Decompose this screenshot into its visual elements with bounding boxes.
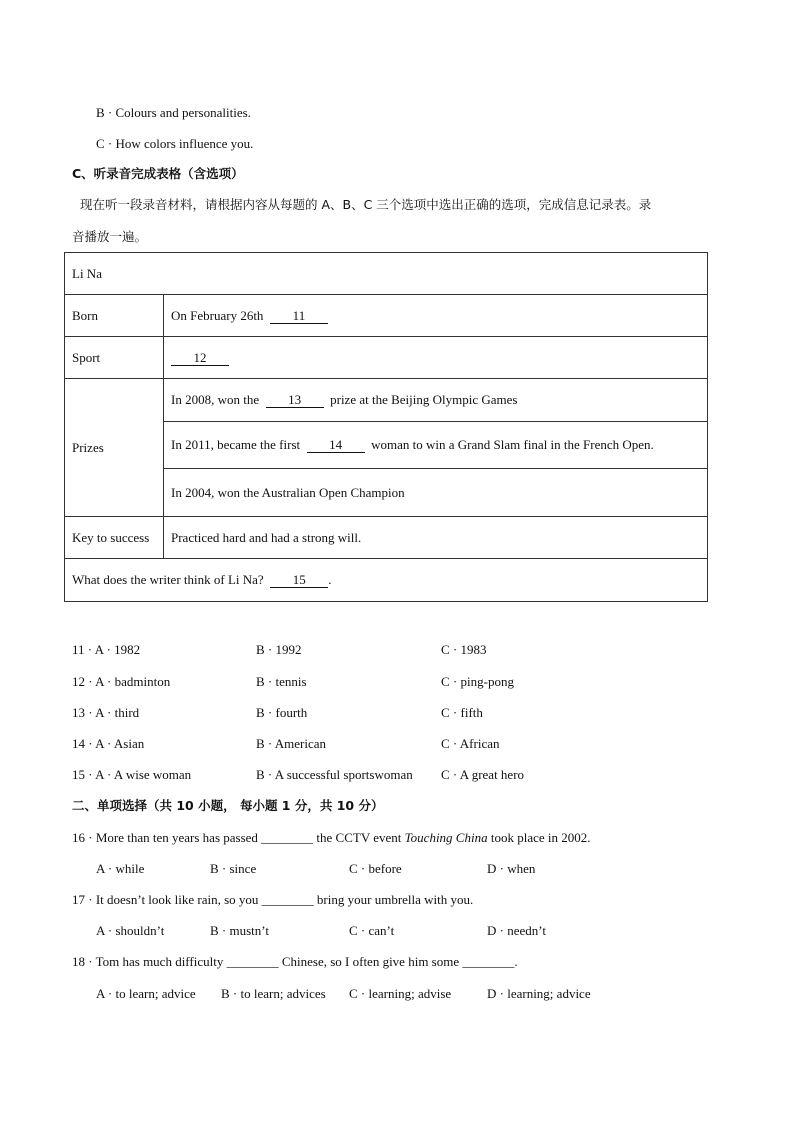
blank-15: 15 xyxy=(270,573,328,588)
sport-label: Sport xyxy=(65,337,164,379)
prizes-label: Prizes xyxy=(65,379,164,517)
option-13-b: B · fourth xyxy=(256,705,308,720)
option-15-b: B · A successful sportswoman xyxy=(256,767,413,782)
option-row-15: 15 · A · A wise woman xyxy=(72,767,192,782)
sport-cell xyxy=(164,337,708,379)
born-label: Born xyxy=(65,295,164,337)
q17-option-d: D · needn’t xyxy=(487,923,546,938)
prize-cell-3: In 2004, won the Australian Open Champion xyxy=(164,469,708,517)
blank-11: 11 xyxy=(270,309,328,324)
table-row xyxy=(65,517,708,559)
q17-option-c: C · can’t xyxy=(349,923,395,938)
blank-12: 12 xyxy=(171,351,229,366)
option-11-b: B · 1992 xyxy=(256,642,302,657)
section-c-instruction: 现在听一段录音材料，请根据内容从每题的 A、B、C 三个选项中选出正确的选项，完成信息记录表。录 xyxy=(80,197,652,212)
info-table xyxy=(64,252,708,602)
q18-option-c: C · learning; advise xyxy=(349,986,452,1001)
question-18: 18 · Tom has much difficulty ________ Chinese, so I often give him some ________. xyxy=(72,954,518,969)
table-row xyxy=(65,253,708,295)
table-row xyxy=(65,559,708,602)
option-11-c: C · 1983 xyxy=(441,642,487,657)
question-16: 16 · More than ten years has passed ________ the CCTV event Touching China took place in 2002. xyxy=(72,830,591,845)
blank-13: 13 xyxy=(266,393,324,408)
prize-cell-1: In 2008, won the 13 prize at the Beijing Olympic Games xyxy=(164,379,708,422)
option-14-b: B · American xyxy=(256,736,327,751)
prize-cell-2: In 2011, became the first 14 woman to win a Grand Slam final in the French Open. xyxy=(164,422,708,469)
table-row xyxy=(65,337,708,379)
option-row-13: 13 · A · third xyxy=(72,705,140,720)
q16-option-d: D · when xyxy=(487,861,536,876)
born-cell: On February 26th 11 xyxy=(164,295,708,337)
option-12-b: B · tennis xyxy=(256,674,307,689)
option-12-c: C · ping-pong xyxy=(441,674,514,689)
q16-option-a: A · while xyxy=(96,861,145,876)
table-row xyxy=(65,379,708,422)
q17-option-b: B · mustn’t xyxy=(210,923,269,938)
option-b: B · Colours and personalities. xyxy=(96,105,251,120)
option-row-11: 11 · A · 1982 xyxy=(72,642,141,657)
key-label: Key to success xyxy=(65,517,164,559)
q16-option-b: B · since xyxy=(210,861,257,876)
q18-option-b: B · to learn; advices xyxy=(221,986,326,1001)
option-14-c: C · African xyxy=(441,736,500,751)
section-c-heading: C、听录音完成表格（含选项） xyxy=(72,166,244,181)
q17-option-a: A · shouldn’t xyxy=(96,923,165,938)
option-row-12: 12 · A · badminton xyxy=(72,674,171,689)
blank-14: 14 xyxy=(307,438,365,453)
option-c: C · How colors influence you. xyxy=(96,136,254,151)
key-cell: Practiced hard and had a strong will. xyxy=(164,517,708,559)
option-15-c: C · A great hero xyxy=(441,767,525,782)
table-name-cell: Li Na xyxy=(65,253,708,295)
section-c-instruction-cont: 音播放一遍。 xyxy=(72,229,148,244)
q16-option-c: C · before xyxy=(349,861,402,876)
question-cell: What does the writer think of Li Na? 15 . xyxy=(65,559,708,602)
part2-heading: 二、单项选择（共 10 小题， 每小题 1 分，共 10 分） xyxy=(72,798,384,813)
q18-option-a: A · to learn; advice xyxy=(96,986,196,1001)
q18-option-d: D · learning; advice xyxy=(487,986,591,1001)
option-row-14: 14 · A · Asian xyxy=(72,736,145,751)
table-row xyxy=(65,295,708,337)
question-17: 17 · It doesn’t look like rain, so you ________ bring your umbrella with you. xyxy=(72,892,474,907)
option-13-c: C · fifth xyxy=(441,705,483,720)
